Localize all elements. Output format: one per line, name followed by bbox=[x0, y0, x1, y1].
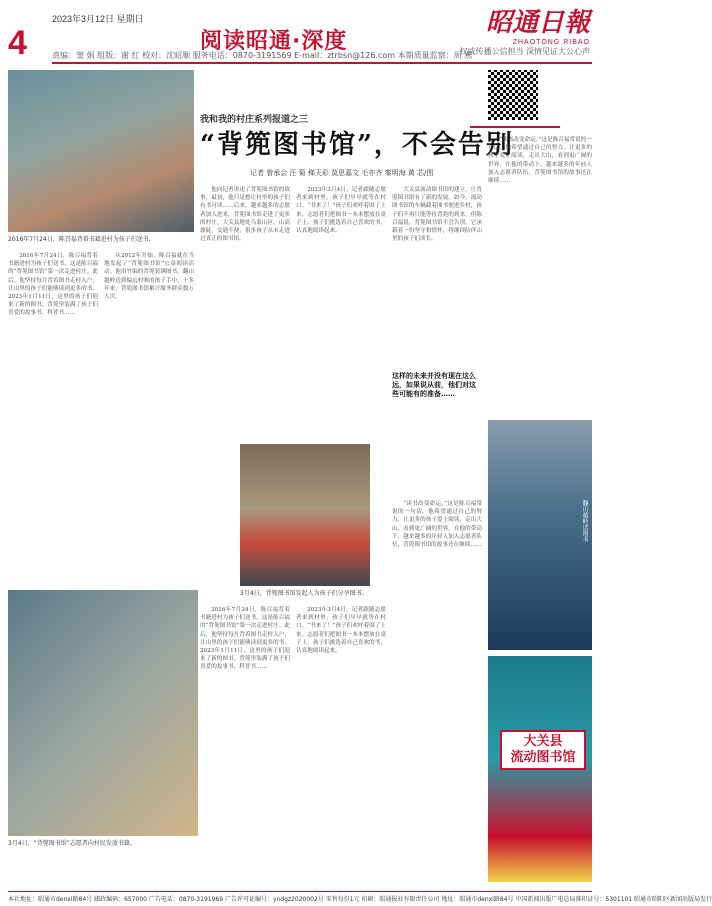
mobile-library-sign bbox=[500, 730, 586, 770]
header-rule bbox=[52, 62, 592, 64]
article-title: “背篼图书馆”，不会告别 bbox=[200, 130, 514, 160]
photo-sharing-books bbox=[240, 444, 370, 586]
article-column-left-a bbox=[8, 252, 98, 582]
column-text: 他向记者讲述了背篼图书馆的故事。最初，他只是想让村里的孩子们有书可读……后来，越来越多的志愿者加入进来，背篼图书馆走进了更多的村庄。大关县地处乌蒙山区，山高坡陡，交通不便，很多孩子从未走进过真正的图书馆。 bbox=[200, 187, 290, 243]
page-number: 4 bbox=[8, 24, 27, 62]
article-column-left-b bbox=[104, 252, 194, 582]
article-column-lower-a bbox=[200, 606, 290, 886]
newspaper-logo bbox=[459, 2, 590, 57]
photo-basket-on-back bbox=[488, 420, 592, 650]
photo-volunteer-carrying-books bbox=[8, 70, 194, 232]
sign-line2: 流动图书馆 bbox=[510, 750, 576, 765]
pull-quote: 这样的未来并没有现在这么远，如果说从前，他们对这些可能有的准备…… bbox=[392, 372, 476, 398]
photo-children-reading bbox=[8, 590, 198, 836]
column-text: 2023年3月4日，记者跟随志愿者来到村里，孩子们早早就等在村口。“书来了！”孩子们欢呼着围了上来。志愿者们把图书一本本摆放在桌子上，孩子们挑选着自己喜欢的书，认真地阅读起来。 bbox=[296, 607, 386, 655]
article-byline: 记者 曾承会 汪 菊 梯天彩 莫思嘉文 毛亦齐 秦明海 黄 芯/图 bbox=[250, 169, 434, 177]
column-text: 2023年3月4日，记者跟随志愿者来到村里，孩子们早早就等在村口。“书来了！”孩子们欢呼着围了上来。志愿者们把图书一本本摆放在桌子上，孩子们挑选着自己喜欢的书，认真地阅读起来。 bbox=[296, 187, 386, 235]
article-column-right bbox=[488, 136, 592, 416]
page-footer: 本社地址：昭通市denxi路84号 邮政编码：657000 广告电话：0870-3191969 广告许可证编号：yndgz2020002号 零售每份1元 印刷：昭通报业有限责任公司 地址：昭通市denxi路84号 中国新闻出版广电总局准印证号：5301101 昭通市昭阳区新闻出版局发行 bbox=[8, 891, 592, 903]
photo-vertical-caption: 翻山越岭送图书 bbox=[581, 500, 588, 542]
photo2-caption: 3月4日，背篼图书馆发起人为孩子们分享图书。 bbox=[240, 590, 368, 597]
column-text: “读书改变命运。”这是陈召福常说的一句话。他希望通过自己的努力，让更多的孩子爱上阅读，走出大山，看到更广阔的世界。在他的带动下，越来越多的年轻人加入志愿者队伍，背篼图书馆的故事还在继续…… bbox=[392, 501, 482, 549]
photo3-caption: 3月4日，“背篼图书馆”志愿者向村民发放书籍。 bbox=[8, 840, 136, 847]
logo-tagline: 权威传播公信担当 深情见证大公心声 bbox=[459, 47, 590, 56]
article-column-lower-c bbox=[392, 500, 482, 886]
column-text: “读书改变命运。”这是陈召福常说的一句话。他希望通过自己的努力，让更多的孩子爱上阅读，走出大山，看到更广阔的世界。在他的带动下，越来越多的年轻人加入志愿者队伍，背篼图书馆的故事还在继续…… bbox=[488, 137, 592, 185]
logo-pinyin: ZHAOTONG RIBAO bbox=[512, 39, 590, 46]
photo1-caption: 2016年7月24日，陈召福背着书籍进村为孩子们送书。 bbox=[8, 236, 155, 243]
article-column-lower-b bbox=[296, 606, 386, 886]
column-text: 2016年7月24日，陈召福背着书籍进村为孩子们送书。这是陈召福的“背篼图书馆”第一次走进村庄。此后，他坚持每月背着图书走村入户，让山里的孩子们能够读到更多的书。2023年1月11日，这里的孩子们迎来了新的图书。背篼里装满了孩子们喜爱的故事书、科普书…… bbox=[8, 253, 98, 317]
article-column-mid-c bbox=[392, 186, 482, 366]
series-label: 我和我的村庄系列报道之三 bbox=[200, 115, 309, 125]
qr-code[interactable] bbox=[488, 70, 538, 120]
column-text: 从2012年开始，陈召福就在当地发起了“背篼图书馆”公益阅读活动。他用竹编的背篼装满图书，翻山越岭送到偏远村寨的孩子手中。十多年来，背篼图书馆累计服务群众数万人次。 bbox=[104, 253, 194, 301]
qr-divider bbox=[470, 126, 560, 128]
sign-line1: 大关县 bbox=[523, 734, 563, 749]
editor-bar: 责编：窦 娟 组版：谢 红 校对：沈昭顺 服务电话：0870-3191569 E-mail：ztrbsn@126.com 本期质量监察：周 燕 bbox=[52, 51, 473, 60]
section-title: 阅读昭通·深度 bbox=[200, 29, 348, 54]
column-text: 2016年7月24日，陈召福背着书籍进村为孩子们送书。这是陈召福的“背篼图书馆”第一次走进村庄。此后，他坚持每月背着图书走村入户，让山里的孩子们能够读到更多的书。2023年1月11日，这里的孩子们迎来了新的图书。背篼里装满了孩子们喜爱的故事书、科普书…… bbox=[200, 607, 290, 671]
issue-date: 2023年3月12日 星期日 bbox=[52, 14, 144, 24]
column-text: 大关县流动图书馆的建立，让背篼图书馆有了新的发展。如今，流动图书馆的车辆载着图书驶进乡村，孩子们不再只能等待背篼的到来。但陈召福说，背篼图书馆不会告别，它承载着一份坚守和情怀，将继续陪伴山里的孩子们成长。 bbox=[392, 187, 482, 243]
logo-text: 昭通日報 bbox=[485, 8, 590, 38]
